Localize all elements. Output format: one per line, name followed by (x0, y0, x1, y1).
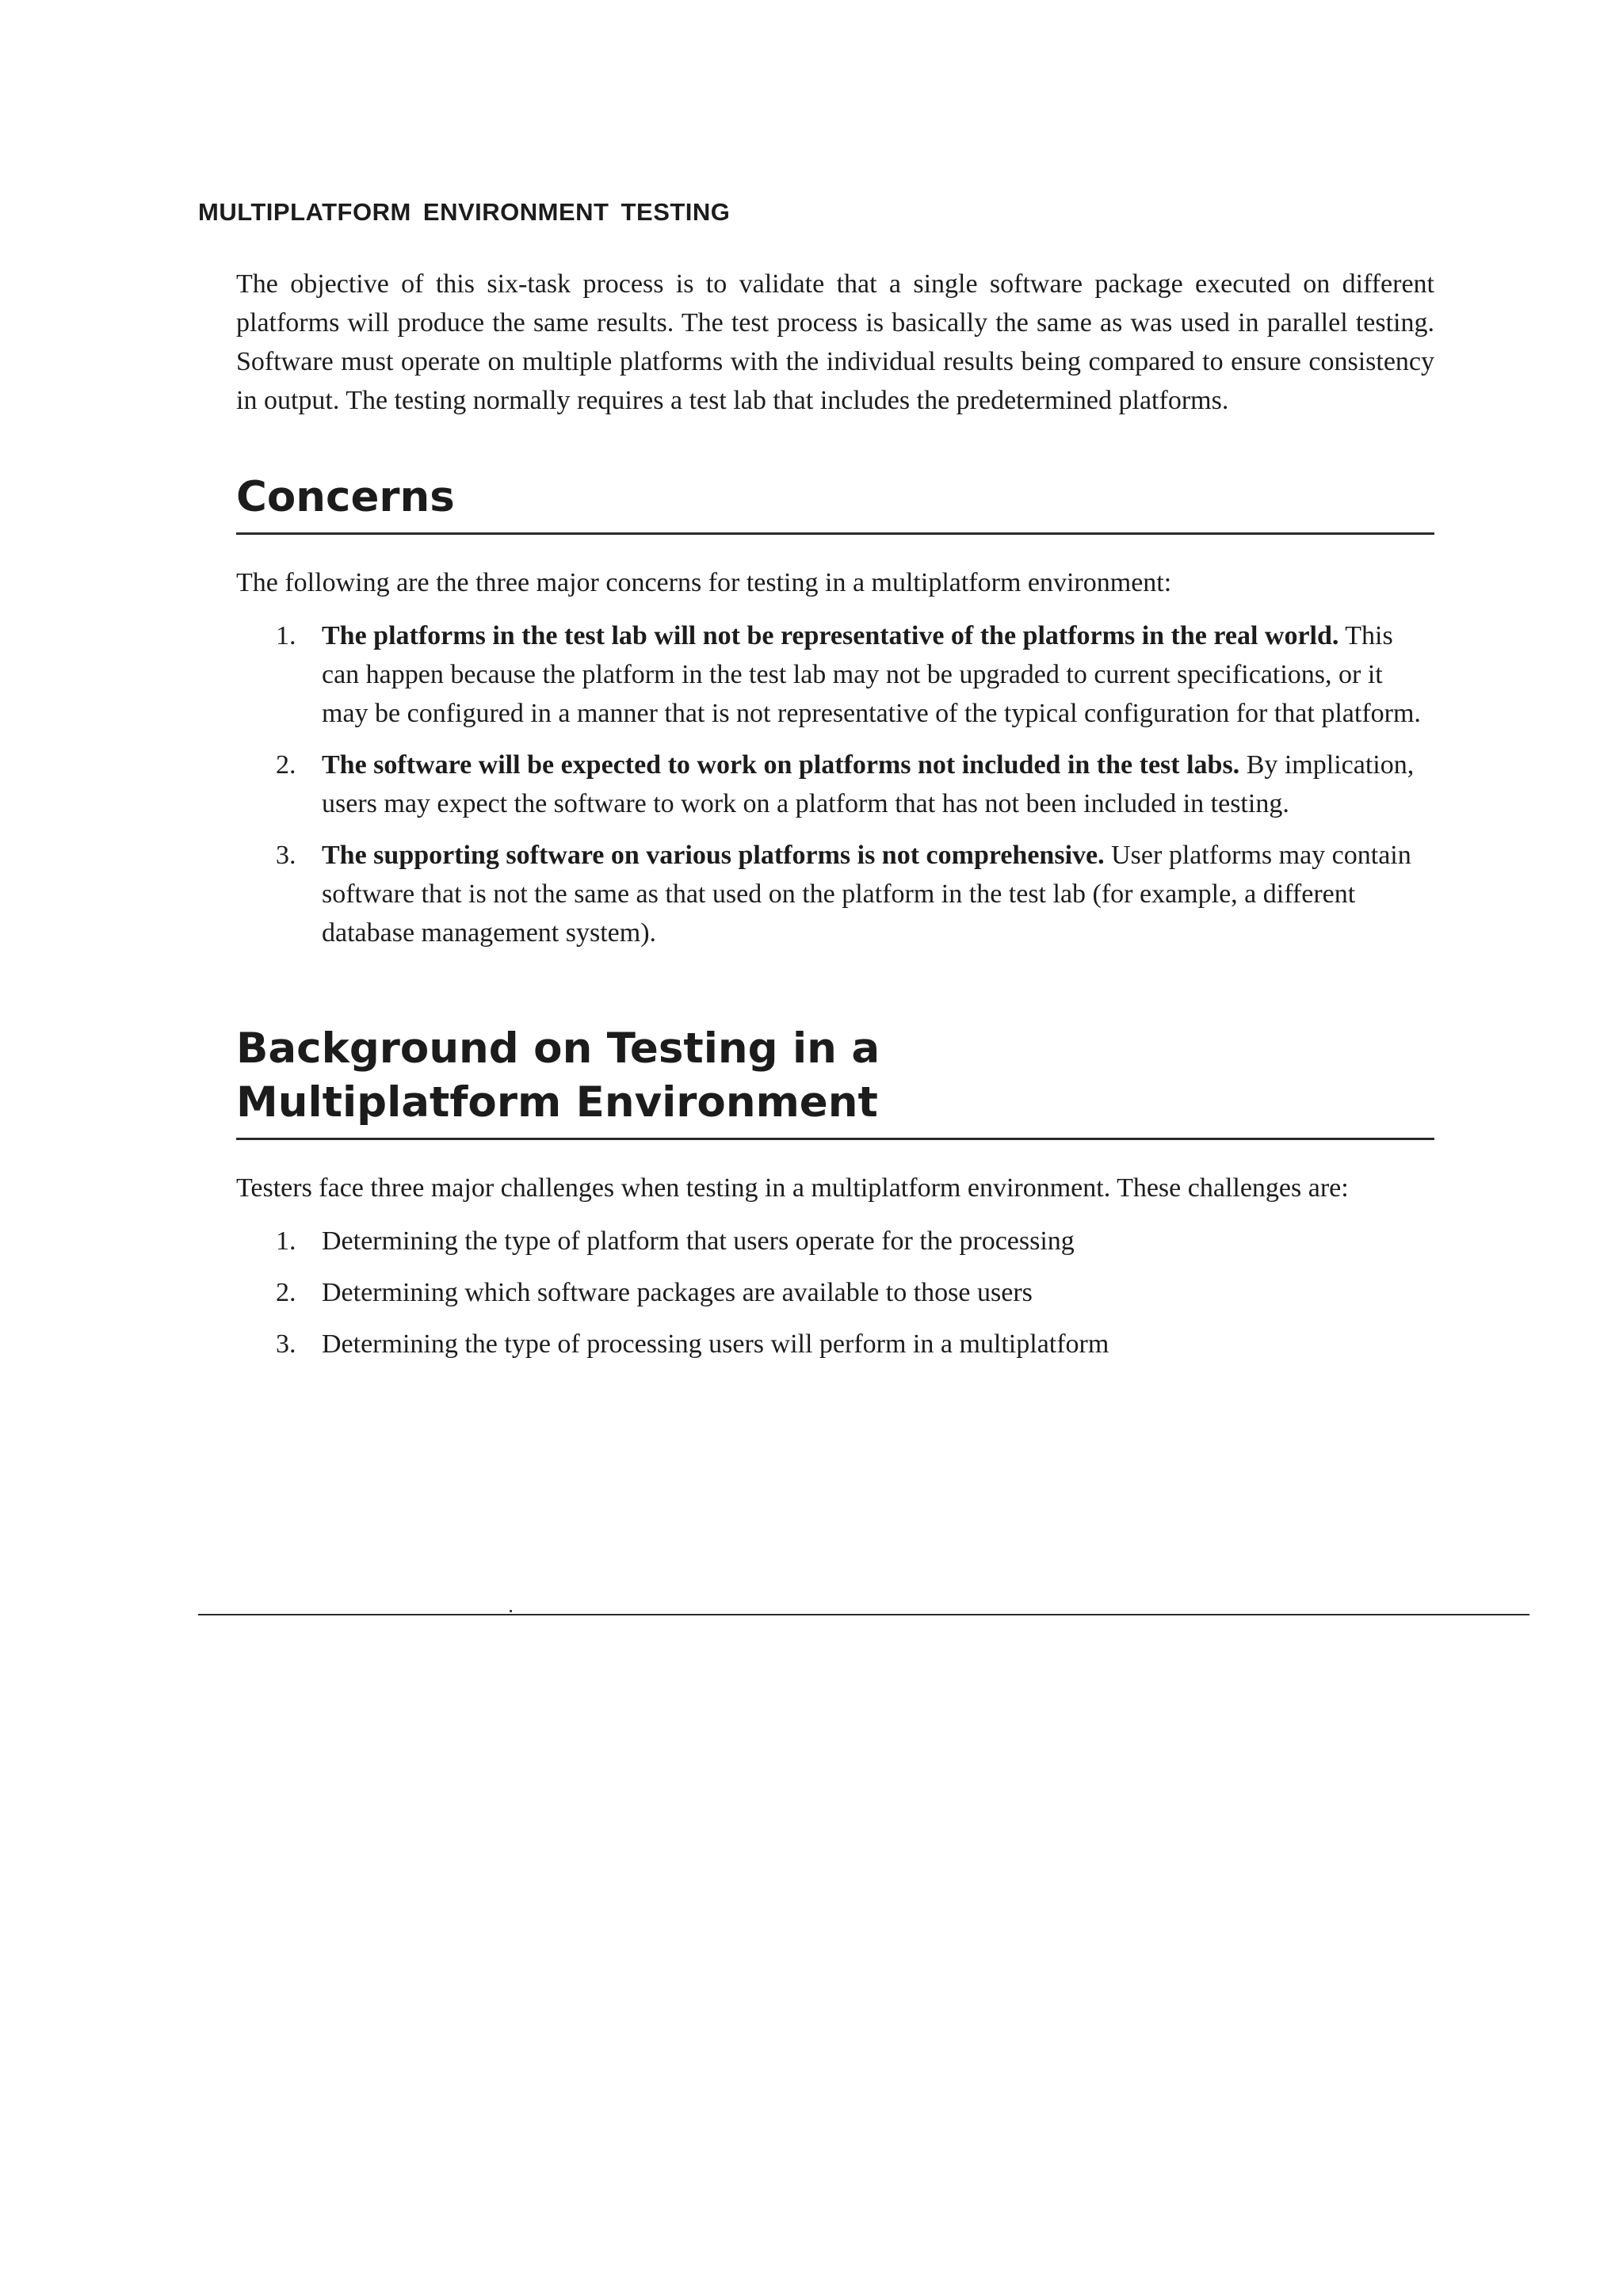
concern-bold-lead: The supporting software on various platforms is not comprehensive. (322, 841, 1105, 870)
challenge-text: Determining the type of processing users will perform in a multiplatform (322, 1329, 1109, 1359)
challenge-item (236, 1222, 1434, 1261)
background-heading-line2: Multiplatform Environment (236, 1078, 878, 1127)
list-number: 2. (276, 1278, 296, 1307)
concerns-intro: The following are the three major concerns for testing in a multiplatform environment: (236, 568, 1172, 597)
list-number: 1. (276, 1226, 296, 1256)
concerns-heading: Concerns (236, 471, 1434, 535)
list-number: 3. (276, 841, 296, 870)
challenge-text: Determining which software packages are available to those users (322, 1278, 1033, 1307)
scanned-page-excerpt (236, 265, 1434, 1376)
cut-off-text-fragment (507, 1609, 515, 1615)
page-header: MULTIPLATFORM ENVIRONMENT TESTING (198, 198, 731, 226)
concern-item (236, 746, 1434, 823)
concern-item (236, 836, 1434, 952)
background-heading-line1: Background on Testing in a (236, 1024, 880, 1073)
concern-text: This can happen because the platform in the test lab may not be upgraded to current specifications, or it may be configured in a manner that is not representative of the typical configuration for that platform. (322, 621, 1421, 728)
concern-text: By implication, users may expect the software to work on a platform that has not been included in testing. (322, 750, 1415, 818)
background-intro: Testers face three major challenges when testing in a multiplatform environment. These challenges are: (236, 1173, 1349, 1203)
concerns-list (236, 616, 1434, 952)
challenge-text: Determining the type of platform that users operate for the processing (322, 1226, 1075, 1256)
challenge-item (236, 1325, 1434, 1363)
list-number: 3. (276, 1329, 296, 1359)
list-number: 1. (276, 621, 296, 650)
concern-bold-lead: The platforms in the test lab will not be representative of the platforms in the real world. (322, 621, 1339, 650)
challenge-item (236, 1273, 1434, 1312)
intro-paragraph: The objective of this six-task process is to validate that a single software package executed on different platforms will produce the same results. The test process is basically the same as was used in parallel testing. Software must operate on multiple platforms with the individual results being compared to ensure consistency in output. The testing normally requires a test lab that includes the predetermined platforms. (236, 269, 1434, 415)
list-number: 2. (276, 750, 296, 780)
concern-item (236, 616, 1434, 733)
concern-bold-lead: The software will be expected to work on platforms not included in the test labs. (322, 750, 1240, 780)
background-heading (236, 1022, 1434, 1140)
challenges-list (236, 1222, 1434, 1363)
crop-divider-line (198, 1614, 1529, 1615)
concern-text: User platforms may contain software that is not the same as that used on the platform in the test lab (for example, a different database management system). (322, 841, 1411, 948)
